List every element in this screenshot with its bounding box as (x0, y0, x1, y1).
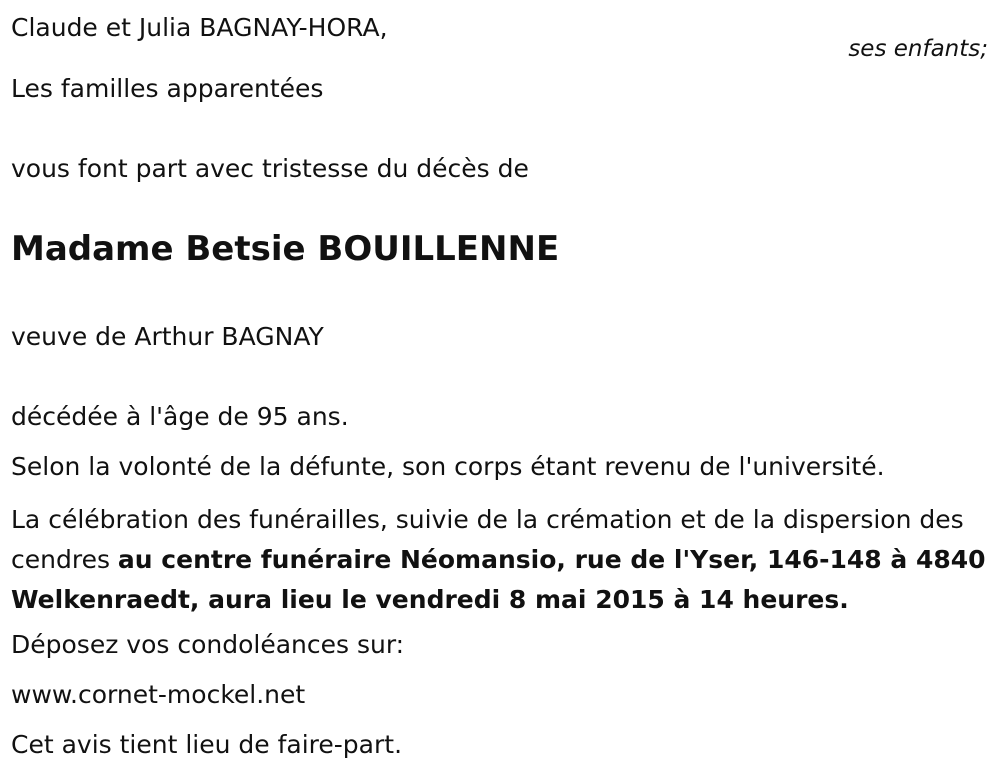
condolences-label: Déposez vos condoléances sur: (11, 630, 405, 659)
children-role: ses enfants; (848, 36, 988, 62)
wish-line: Selon la volonté de la défunte, son corps étant revenu de l'université. (11, 452, 885, 481)
children-names: Claude et Julia BAGNAY-HORA, (11, 13, 388, 42)
deceased-name: Madame Betsie BOUILLENNE (11, 229, 560, 269)
widow-of-line: veuve de Arthur BAGNAY (11, 322, 324, 351)
ceremony-intro: La célébration des funérailles, suivie de la crémation et de la dispersion des cendres (11, 505, 964, 574)
announcement-line: vous font part avec tristesse du décès de (11, 154, 529, 183)
closing-line: Cet avis tient lieu de faire-part. (11, 730, 403, 759)
ceremony-paragraph (11, 500, 986, 620)
relatives-line: Les familles apparentées (11, 74, 324, 103)
website-link[interactable]: www.cornet-mockel.net (11, 680, 306, 709)
age-line: décédée à l'âge de 95 ans. (11, 402, 349, 431)
ceremony-details: au centre funéraire Néomansio, rue de l'Yser, 146-148 à 4840 Welkenraedt, aura lieu le vendredi 8 mai 2015 à 14 heures. (11, 545, 986, 614)
